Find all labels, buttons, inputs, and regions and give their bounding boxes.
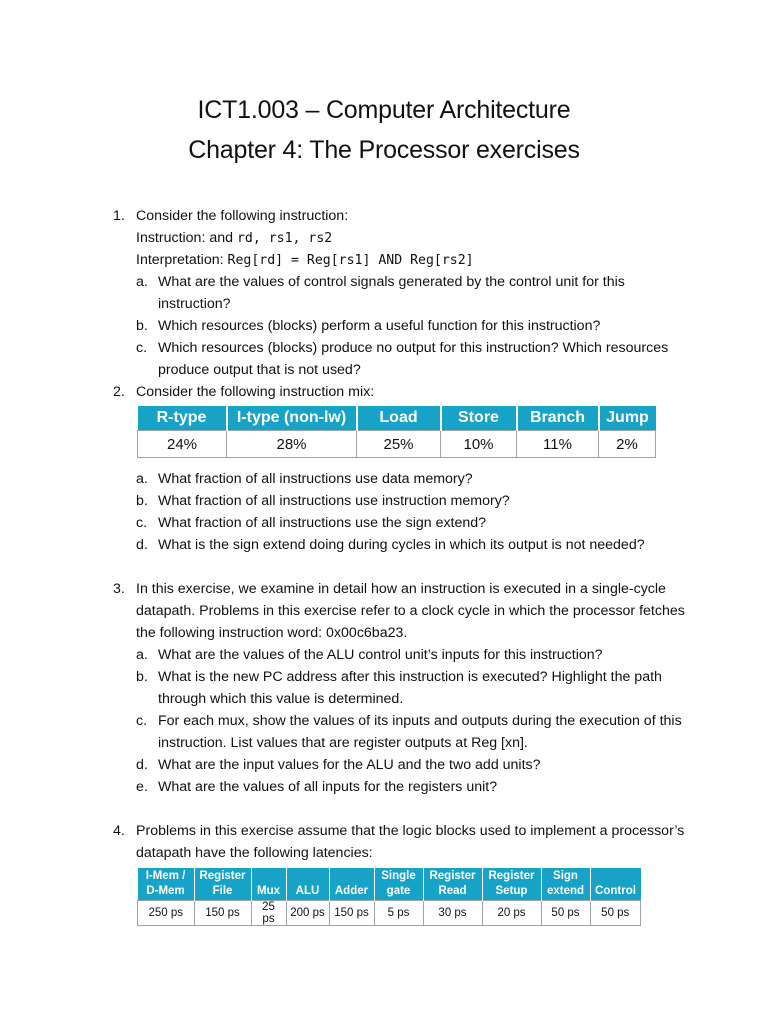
question-text: Problems in this exercise assume that the logic blocks used to implement a processor’s	[136, 823, 685, 839]
course-title: ICT1.003 – Computer Architecture	[197, 96, 571, 124]
table-header: ALU	[286, 868, 329, 901]
table-row	[138, 901, 641, 926]
table-cell: 25 ps	[251, 901, 286, 926]
table-cell: 150 ps	[194, 901, 251, 926]
question-number: 4.	[113, 823, 125, 839]
table-cell: 50 ps	[541, 901, 590, 926]
question-number: 3.	[113, 581, 125, 597]
table-header: I-Mem / D-Mem	[138, 868, 195, 901]
chapter-title: Chapter 4: The Processor exercises	[188, 136, 580, 164]
table-cell: 25%	[357, 431, 441, 458]
table-header: Register File	[194, 868, 251, 901]
table-header: Jump	[599, 406, 656, 431]
table-cell: 10%	[441, 431, 517, 458]
table-cell: 200 ps	[286, 901, 329, 926]
table-header: Register Setup	[482, 868, 541, 901]
table-header: Store	[441, 406, 517, 431]
table-cell: 50 ps	[590, 901, 641, 926]
table-row	[138, 431, 656, 458]
question-intro: Consider the following instruction:	[136, 208, 349, 224]
question-intro: Consider the following instruction mix:	[136, 384, 375, 400]
table-header: Adder	[329, 868, 374, 901]
table-cell: 28%	[227, 431, 357, 458]
table-header: Single gate	[374, 868, 423, 901]
table-header: Sign extend	[541, 868, 590, 901]
question-text: In this exercise, we examine in detail how an instruction is executed in a single-cycle	[136, 581, 666, 597]
table-cell: 250 ps	[138, 901, 195, 926]
table-header: Control	[590, 868, 641, 901]
question-number: 2.	[113, 384, 125, 400]
table-header: Mux	[251, 868, 286, 901]
table-cell: 30 ps	[423, 901, 482, 926]
document-page: ICT1.003 – Computer Architecture Chapter 4: The Processor exercises 1. Consider the following instruction: Instruction: and rd, rs1, rs2 Interpretation: Reg[rd] = Reg[rs1] AND Reg[rs2] a. What are the values of control signals generated by the control unit for this instruction? b. Which resources (blocks) perform a useful function for this instruction? c. Which resources (blocks) produce no output for this instruction? Which resources produce output that is not used? 2. Consider the following instruction mix: R-type I-type (non-lw) Load Store Branch Jump 24% 28% 25% 10% 11% 2% a. What fraction of all instructions use data memory? b. What fraction of all instructions use instruction memory? c. What fraction of all instructions use the sign extend? d. What is the sign extend doing during cycles in which its output is not needed? 3. In this exercise, we examine in detail how an instruction is executed in a single-cycle datapath. Problems in this exercise refer to a clock cycle in which the processor fetches the following instruction word: 0x00c6ba23. a. What are the values of the ALU control unit’s inputs for this instruction? b. What is the new PC address after this instruction is executed? Highlight the path through which this value is determined. c. For each mux, show the values of its inputs and outputs during the execution of this instruction. List values that are register outputs at Reg [xn]. d. What are the input values for the ALU and the two add units? e. What are the values of all inputs for the registers unit? 4. Problems in this exercise assume that the logic blocks used to implement a processor’s datapath have the following latencies: I-Mem / D-Mem Register File Mux ALU Adder Single gate Register Read Register Setup Sign extend Control 250 ps 150 ps 25 ps 200 ps 150 ps 5 ps 30 ps 20 ps 50 ps 50 ps	[0, 0, 768, 1024]
table-header: R-type	[138, 406, 227, 431]
interpretation-label: Interpretation:	[136, 252, 228, 268]
table-cell: 5 ps	[374, 901, 423, 926]
table-header-row	[138, 406, 656, 431]
table-header: Branch	[517, 406, 599, 431]
table-cell: 2%	[599, 431, 656, 458]
table-cell: 24%	[138, 431, 227, 458]
table-header: Register Read	[423, 868, 482, 901]
instruction-label: Instruction: and	[136, 230, 237, 246]
latency-table	[137, 868, 641, 926]
instruction-code: rd, rs1, rs2	[236, 231, 333, 246]
interpretation-code: Reg[rd] = Reg[rs1] AND Reg[rs2]	[227, 253, 474, 268]
table-cell: 150 ps	[329, 901, 374, 926]
table-header: I-type (non-lw)	[227, 406, 357, 431]
table-cell: 11%	[517, 431, 599, 458]
table-header-row	[138, 868, 641, 901]
table-cell: 20 ps	[482, 901, 541, 926]
instruction-mix-table	[137, 406, 656, 458]
table-header: Load	[357, 406, 441, 431]
question-number: 1.	[113, 208, 125, 224]
